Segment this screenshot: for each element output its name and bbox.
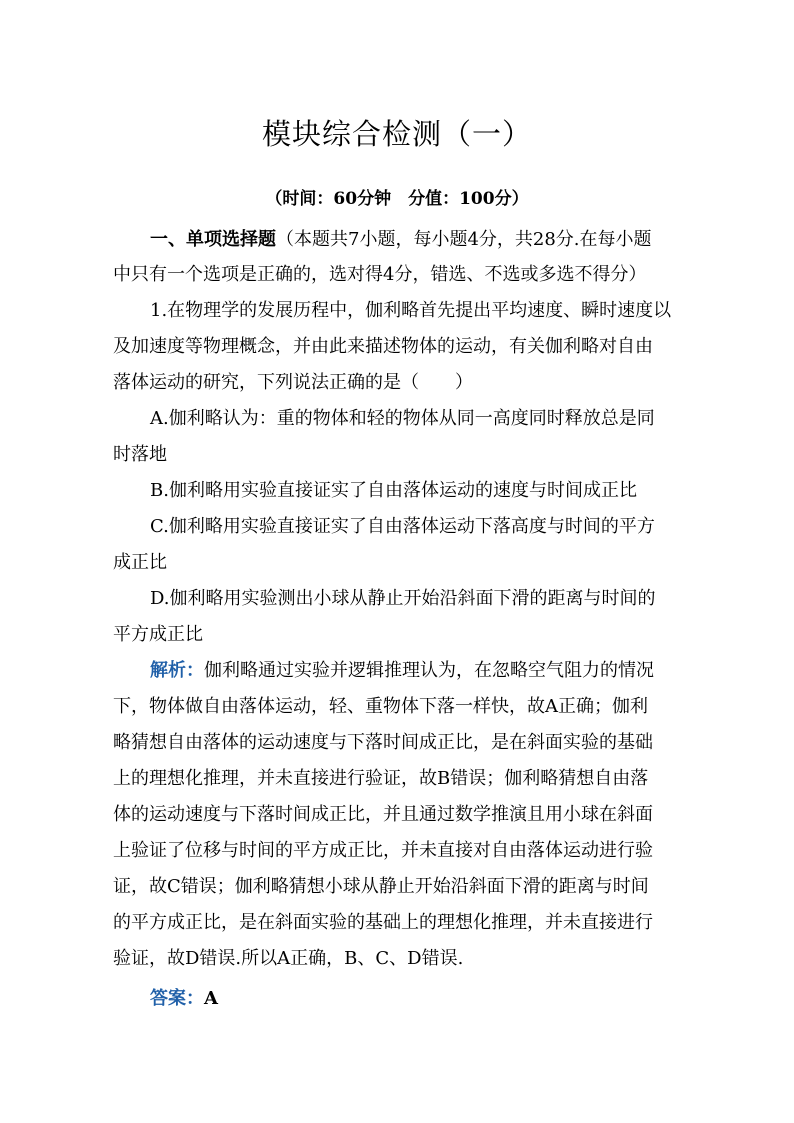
analysis-line6: 上验证了位移与时间的平方成正比，并未直接对自由落体运动进行验 — [113, 840, 653, 861]
answer-value: A — [204, 988, 218, 1009]
analysis-label: 解析： — [150, 660, 204, 681]
section-desc-line2: 中只有一个选项是正确的，选对得4分，错选、不选或多选不得分） — [113, 264, 647, 285]
analysis-line8: 的平方成正比，是在斜面实验的基础上的理想化推理，并未直接进行 — [113, 912, 653, 933]
analysis-line1 — [150, 658, 750, 684]
option-d-line1: D.伽利略用实验测出小球从静止开始沿斜面下滑的距离与时间的 — [150, 588, 656, 609]
section-heading — [150, 227, 750, 253]
question-stem-line3: 落体运动的研究，下列说法正确的是（ ） — [113, 372, 473, 393]
option-b-line1: B.伽利略用实验直接证实了自由落体运动的速度与时间成正比 — [150, 480, 637, 501]
question-stem-line1: 1.在物理学的发展历程中，伽利略首先提出平均速度、瞬时速度以 — [150, 300, 672, 321]
option-c-line1: C.伽利略用实验直接证实了自由落体运动下落高度与时间的平方 — [150, 516, 655, 537]
analysis-line4: 上的理想化推理，并未直接进行验证，故B错误；伽利略猜想自由落 — [113, 768, 649, 789]
section-label: 一、单项选择题 — [150, 229, 276, 250]
analysis-line5: 体的运动速度与下落时间成正比，并且通过数学推演且用小球在斜面 — [113, 804, 653, 825]
option-c-line2: 成正比 — [113, 552, 167, 573]
page-title: 模块综合检测（一） — [261, 117, 532, 151]
analysis-line9: 验证，故D错误.所以A正确，B、C、D错误. — [113, 948, 464, 969]
question-stem-line2: 及加速度等物理概念，并由此来描述物体的运动，有关伽利略对自由 — [113, 336, 653, 357]
option-a-line1: A.伽利略认为：重的物体和轻的物体从同一高度同时释放总是同 — [150, 408, 655, 429]
analysis-line3: 略猜想自由落体的运动速度与下落时间成正比，是在斜面实验的基础 — [113, 732, 653, 753]
analysis-text-1: 伽利略通过实验并逻辑推理认为，在忽略空气阻力的情况 — [204, 660, 654, 681]
section-desc-line1: （本题共7小题，每小题4分，共28分.在每小题 — [276, 229, 652, 250]
analysis-line2: 下，物体做自由落体运动，轻、重物体下落一样快，故A正确；伽利 — [113, 696, 648, 717]
exam-meta: （时间：60分钟 分值：100分） — [265, 189, 529, 209]
analysis-line7: 证，故C错误；伽利略猜想小球从静止开始沿斜面下滑的距离与时间 — [113, 876, 649, 897]
answer-label: 答案： — [150, 988, 204, 1009]
answer-line — [150, 986, 750, 1012]
option-d-line2: 平方成正比 — [113, 624, 203, 645]
option-a-line2: 时落地 — [113, 444, 167, 465]
